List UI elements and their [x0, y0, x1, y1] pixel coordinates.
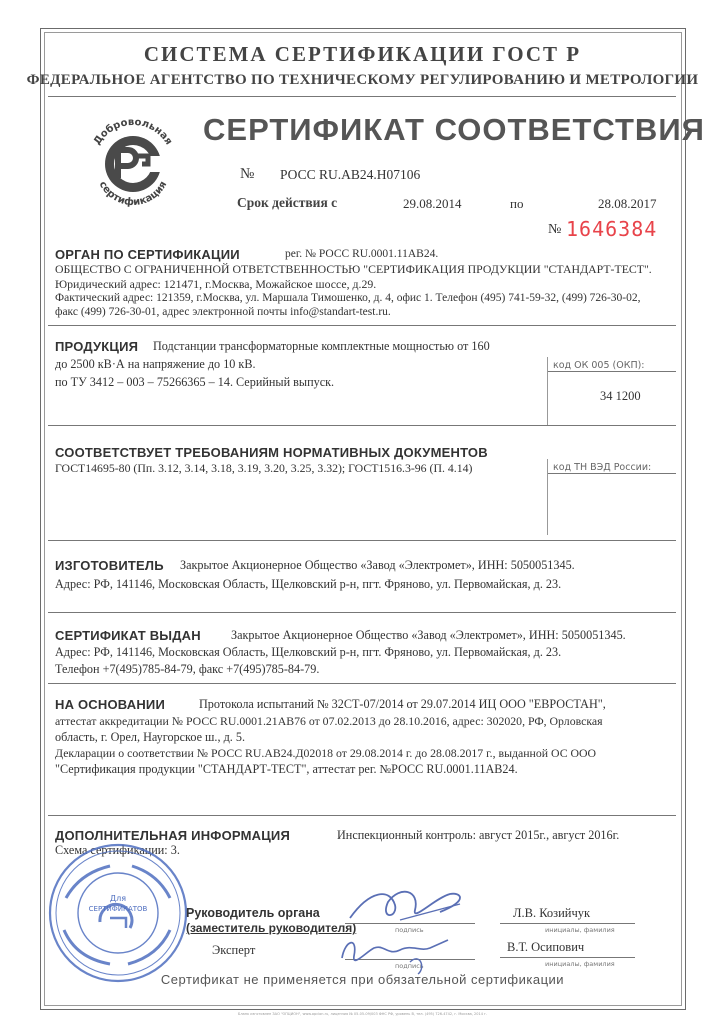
additional-heading: ДОПОЛНИТЕЛЬНАЯ ИНФОРМАЦИЯ — [55, 828, 291, 843]
head-label: Руководитель органа — [186, 906, 320, 920]
logo-top-text: Добровольная — [91, 116, 175, 148]
head-name-line — [500, 923, 635, 924]
okp-value: 34 1200 — [600, 389, 641, 403]
organ-divider — [48, 325, 676, 326]
basis-heading: НА ОСНОВАНИИ — [55, 697, 165, 712]
issued-contacts: Телефон +7(495)785-84-79, факс +7(495)785-84-79. — [55, 662, 320, 676]
header-divider — [48, 96, 676, 97]
blank-number-sign: № — [548, 222, 562, 237]
organ-heading: ОРГАН ПО СЕРТИФИКАЦИИ — [55, 247, 240, 262]
certificate-number: РОСС RU.AB24.H07106 — [280, 167, 421, 182]
product-heading: ПРОДУКЦИЯ — [55, 339, 139, 354]
expert-label: Эксперт — [212, 943, 256, 957]
head-label-deputy: (заместитель руководителя) — [186, 921, 357, 935]
product-line-1: Подстанции трансформаторные комплектные мощностью от 160 — [153, 339, 490, 353]
manufacturer-name: Закрытое Акционерное Общество «Завод «Электромет», ИНН: 5050051345. — [180, 558, 575, 572]
validity-label: Срок действия с — [237, 195, 338, 210]
agency-title: ФЕДЕРАЛЬНОЕ АГЕНТСТВО ПО ТЕХНИЧЕСКОМУ РЕГУЛИРОВАНИЮ И МЕТРОЛОГИИ — [26, 72, 699, 88]
product-line-2: до 2500 кВ·А на напряжение до 10 кВ. — [55, 357, 256, 371]
basis-line-3: область, г. Орел, Наугорское ш., д. 5. — [55, 730, 246, 744]
footer-note: Сертификат не применяется при обязательной сертификации — [160, 972, 565, 987]
certificate-title: СЕРТИФИКАТ СООТВЕТСТВИЯ — [203, 112, 705, 147]
organ-contacts: факс (499) 726-30-01, адрес электронной почты info@standart-test.ru. — [55, 306, 391, 318]
head-name: Л.В. Козийчук — [513, 906, 591, 920]
expert-signature-caption: подпись — [395, 962, 424, 970]
conformity-divider — [48, 540, 676, 541]
manufacturer-divider — [48, 612, 676, 613]
tnved-label: код ТН ВЭД России: — [553, 462, 652, 473]
organ-actual-address: Фактический адрес: 121359, г.Москва, ул. Маршала Тимошенко, д. 4, офис 1. Телефон (495) 741-59-32, (499) 726-30-02, — [55, 292, 641, 304]
expert-name-caption: инициалы, фамилия — [545, 960, 615, 968]
issued-address: Адрес: РФ, 141146, Московская Область, Щелковский р-н, пгт. Фряново, ул. Первомайская, д. 23. — [55, 645, 562, 659]
head-signature-caption: подпись — [395, 926, 424, 934]
number-sign: № — [240, 166, 255, 182]
manufacturer-heading: ИЗГОТОВИТЕЛЬ — [55, 558, 164, 573]
basis-line-1: Протокола испытаний № 32СТ-07/2014 от 29.07.2014 ИЦ ООО "ЕВРОСТАН", — [199, 697, 606, 711]
okp-label: код ОК 005 (ОКП): — [553, 360, 645, 371]
certification-body-stamp — [40, 838, 196, 988]
issued-divider — [48, 683, 676, 684]
basis-line-5: "Сертификация продукции "СТАНДАРТ-ТЕСТ", аттестат рег. №РОСС RU.0001.11AB24. — [55, 762, 518, 776]
head-name-caption: инициалы, фамилия — [545, 926, 615, 934]
basis-line-2: аттестат аккредитации № РОСС RU.0001.21АВ76 от 07.02.2013 до 28.10.2016, адрес: 302020, РФ, Орловская — [55, 714, 603, 728]
basis-line-4: Декларации о соответствии № РОСС RU.AB24.Д02018 от 29.08.2014 г. до 28.08.2017 г., выданной ОС ООО — [55, 746, 597, 760]
additional-scheme: Схема сертификации: 3. — [55, 843, 180, 857]
system-title: СИСТЕМА СЕРТИФИКАЦИИ ГОСТ Р — [143, 42, 582, 66]
conformity-standards: ГОСТ14695-80 (Пп. 3.12, 3.14, 3.18, 3.19, 3.20, 3.25, 3.32); ГОСТ1516.3-96 (П. 4.14) — [55, 461, 473, 475]
expert-name-line — [500, 957, 635, 958]
expert-name: В.Т. Осипович — [507, 940, 585, 954]
valid-to: 28.08.2017 — [598, 196, 657, 211]
gost-r-logo — [82, 112, 184, 212]
valid-to-label: по — [510, 196, 524, 211]
product-divider — [48, 425, 676, 426]
manufacturer-address: Адрес: РФ, 141146, Московская Область, Щелковский р-н, пгт. Фряново, ул. Первомайская, д. 23. — [55, 577, 562, 591]
issued-name: Закрытое Акционерное Общество «Завод «Электромет», ИНН: 5050051345. — [231, 628, 626, 642]
organ-reg: рег. № РОСС RU.0001.11AB24. — [285, 248, 439, 260]
organ-name: ОБЩЕСТВО С ОГРАНИЧЕННОЙ ОТВЕТСТВЕННОСТЬЮ "СЕРТИФИКАЦИЯ ПРОДУКЦИИ "СТАНДАРТ-ТЕСТ". — [55, 262, 652, 276]
organ-legal-address: Юридический адрес: 121471, г.Москва, Можайское шоссе, д.29. — [55, 277, 377, 291]
stamp-text-1: Для — [109, 894, 127, 903]
issued-heading: СЕРТИФИКАТ ВЫДАН — [55, 628, 201, 643]
printer-note: Бланк изготовлен ЗАО "ОПЦИОН", www.opcion.ru, лицензия № 05-05-09/003 ФНС РФ, уровень В, тел. (495) 726-4742, г. Москва, 2014 г. — [237, 1012, 487, 1016]
product-line-3: по ТУ 3412 – 003 – 75266365 – 14. Серийный выпуск. — [55, 375, 335, 389]
stamp-text-2: СЕРТИФИКАТОВ — [88, 905, 148, 913]
blank-serial-number: 1646384 — [566, 217, 658, 241]
logo-bottom-text: сертификация — [96, 179, 170, 209]
basis-divider — [48, 815, 676, 816]
valid-from: 29.08.2014 — [403, 196, 462, 211]
conformity-heading: СООТВЕТСТВУЕТ ТРЕБОВАНИЯМ НОРМАТИВНЫХ ДОКУМЕНТОВ — [55, 445, 488, 460]
additional-inspection: Инспекционный контроль: август 2015г., август 2016г. — [337, 828, 620, 842]
